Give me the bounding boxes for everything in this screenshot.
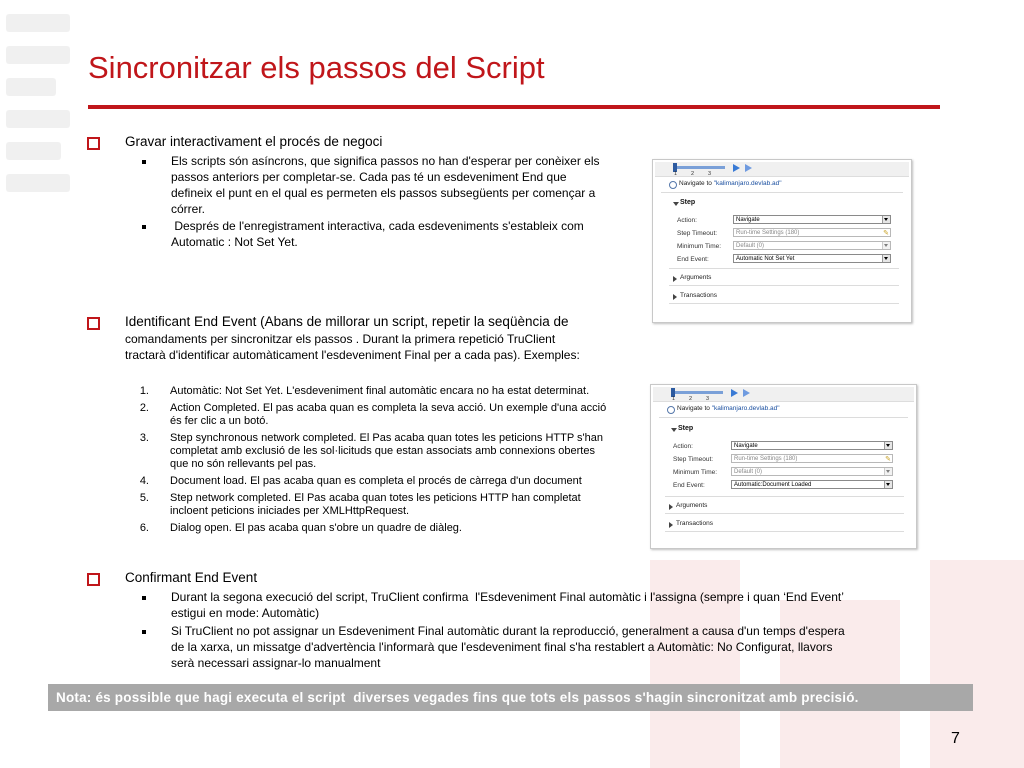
square-bullet-icon <box>87 317 100 330</box>
section-heading-2: Identificant End Event (Abans de millorar un script, repetir la seqüència de <box>125 314 569 329</box>
list-item-line: Document load. El pas acaba quan es completa el procés de càrrega d'un document <box>170 475 582 487</box>
step-forward-icon[interactable] <box>743 389 750 397</box>
step-forward-icon[interactable] <box>745 164 752 172</box>
divider <box>661 192 903 193</box>
step-slider[interactable] <box>673 166 725 169</box>
bullet-line: córrer. <box>171 202 206 216</box>
replay-toolbar <box>653 387 914 402</box>
list-number: 3. <box>139 432 149 444</box>
section-heading-1: Gravar interactivament el procés de negoci <box>125 134 383 149</box>
transactions-section[interactable]: Transactions <box>676 520 713 527</box>
list-number: 2. <box>139 402 149 414</box>
divider <box>659 417 908 418</box>
list-item-line: Dialog open. El pas acaba quan s'obre un quadre de diàleg. <box>170 522 462 534</box>
section-heading-3: Confirmant End Event <box>125 570 258 585</box>
field-label: Step Timeout: <box>677 230 718 237</box>
step-editor-screenshot-2 <box>650 384 917 549</box>
expand-icon[interactable] <box>673 294 677 300</box>
bullet-line: de la xarxa, un missatge d'advertència l'informarà que l'esdeveniment final s'ha restablert a Automàtic: No Configurat, llavors <box>171 640 833 654</box>
divider <box>665 513 904 514</box>
play-icon[interactable] <box>731 389 738 397</box>
minimum-time-field[interactable]: Default (0) <box>731 467 893 476</box>
expand-icon[interactable] <box>669 504 673 510</box>
list-item-line: completat amb exclusió de les sol·licituds que estan associats amb connexions obertes <box>170 445 595 457</box>
bullet-line: Els scripts són asíncrons, que significa passos no han d'esperar per conèixer els <box>171 154 600 168</box>
field-label: Action: <box>673 443 693 450</box>
divider <box>665 531 904 532</box>
bullet-line: Si TruClient no pot assignar un Esdeveniment Final automàtic durant la reproducció, generalment a causa d'un temps d'espera <box>171 624 845 638</box>
divider <box>669 285 899 286</box>
slider-tick: 2 <box>691 171 695 177</box>
divider <box>669 268 899 269</box>
list-number: 5. <box>139 492 149 504</box>
expand-icon[interactable] <box>669 522 673 528</box>
slider-tick: 2 <box>689 396 693 402</box>
edit-key-icon[interactable]: ✎ <box>883 230 889 237</box>
end-event-select[interactable]: Automatic Not Set Yet <box>733 254 891 263</box>
list-number: 4. <box>139 475 149 487</box>
globe-icon <box>667 406 675 414</box>
field-label: End Event: <box>677 256 709 263</box>
bullet-line: passos anteriors per completar-se. Cada pas té un esdeveniment End que <box>171 170 567 184</box>
slider-tick: 1 <box>674 171 678 177</box>
field-label: Action: <box>677 217 697 224</box>
replay-toolbar <box>655 162 909 177</box>
field-label: Minimum Time: <box>673 469 718 476</box>
bullet-icon <box>142 160 146 164</box>
list-item-line: Step network completed. El Pas acaba quan totes les peticions HTTP han completat <box>170 492 581 504</box>
square-bullet-icon <box>87 573 100 586</box>
square-bullet-icon <box>87 137 100 150</box>
minimum-time-field[interactable]: Default (0) <box>733 241 891 250</box>
title-divider <box>88 105 940 109</box>
bullet-icon <box>142 596 146 600</box>
list-item-line: incloent peticions iniciades per XMLHttpRequest. <box>170 505 410 517</box>
bullet-icon <box>142 630 146 634</box>
slide-title: Sincronitzar els passos del Script <box>88 50 545 85</box>
bullet-line: Després de l'enregistrament interactiva, cada esdeveniments s'estableix com <box>171 219 584 233</box>
divider <box>665 496 904 497</box>
field-label: Minimum Time: <box>677 243 722 250</box>
list-item-line: és fer clic a un botó. <box>170 415 269 427</box>
step-editor-screenshot-1 <box>652 159 912 323</box>
arguments-section[interactable]: Arguments <box>676 502 708 509</box>
bullet-line: Durant la segona execució del script, TruClient confirma l'Esdeveniment Final automàtic i l'assigna (sempre i quan ‘End Event’ <box>171 590 844 604</box>
background-watermark-shape <box>930 560 1024 768</box>
edit-key-icon[interactable]: ✎ <box>885 456 891 463</box>
navigate-step-title: Navigate to "kalimanjaro.devlab.ad" <box>679 180 782 187</box>
slider-tick: 1 <box>672 396 676 402</box>
slider-tick: 3 <box>706 396 710 402</box>
action-select[interactable]: Navigate <box>731 441 893 450</box>
list-number: 1. <box>139 385 149 397</box>
step-section-header[interactable]: Step <box>678 425 694 432</box>
bullet-icon <box>142 225 146 229</box>
globe-icon <box>669 181 677 189</box>
collapse-icon[interactable] <box>671 428 677 432</box>
list-item-line: Step synchronous network completed. El Pas acaba quan totes les peticions HTTP s'han <box>170 432 603 444</box>
transactions-section[interactable]: Transactions <box>680 292 717 299</box>
field-label: End Event: <box>673 482 705 489</box>
field-label: Step Timeout: <box>673 456 714 463</box>
step-timeout-field[interactable]: Run-time Settings (180) ✎ <box>733 228 891 237</box>
play-icon[interactable] <box>733 164 740 172</box>
section-heading-2-line: tractarà d'identificar automàticament l'esdeveniment Final per a cada pas). Exemples: <box>125 348 580 362</box>
end-event-select[interactable]: Automatic:Document Loaded <box>731 480 893 489</box>
step-section-header[interactable]: Step <box>680 199 696 206</box>
slider-tick: 3 <box>708 171 712 177</box>
background-watermark-left <box>0 0 70 300</box>
bullet-line: estigui en mode: Automàtic) <box>171 606 320 620</box>
section-heading-2-line: comandaments per sincronitzar els passos . Durant la primera repetició TruClient <box>125 332 556 346</box>
bullet-line: serà necessari assignar-lo manualment <box>171 656 381 670</box>
expand-icon[interactable] <box>673 276 677 282</box>
bullet-line: Automatic : Not Set Yet. <box>171 235 298 249</box>
note-banner: Nota: és possible que hagi executa el script diverses vegades fins que tots els passos s'hagin sincronitzat amb precisió. <box>48 684 973 711</box>
step-timeout-field[interactable]: Run-time Settings (180) ✎ <box>731 454 893 463</box>
list-item-line: Automàtic: Not Set Yet. L'esdeveniment final automàtic encara no ha estat determinat. <box>170 385 590 397</box>
list-number: 6. <box>139 522 149 534</box>
navigate-step-title: Navigate to "kalimanjaro.devlab.ad" <box>677 405 780 412</box>
collapse-icon[interactable] <box>673 202 679 206</box>
bullet-line: defineix el punt en el qual es permeten els passos subsegüents per començar a <box>171 186 596 200</box>
list-item-line: Action Completed. El pas acaba quan es completa la seva acció. Un exemple d'una acció <box>170 402 607 414</box>
divider <box>669 303 899 304</box>
arguments-section[interactable]: Arguments <box>680 274 712 281</box>
step-slider[interactable] <box>671 391 723 394</box>
page-number: 7 <box>951 730 960 747</box>
action-select[interactable]: Navigate <box>733 215 891 224</box>
list-item-line: que no són rellevants pel pas. <box>170 458 317 470</box>
